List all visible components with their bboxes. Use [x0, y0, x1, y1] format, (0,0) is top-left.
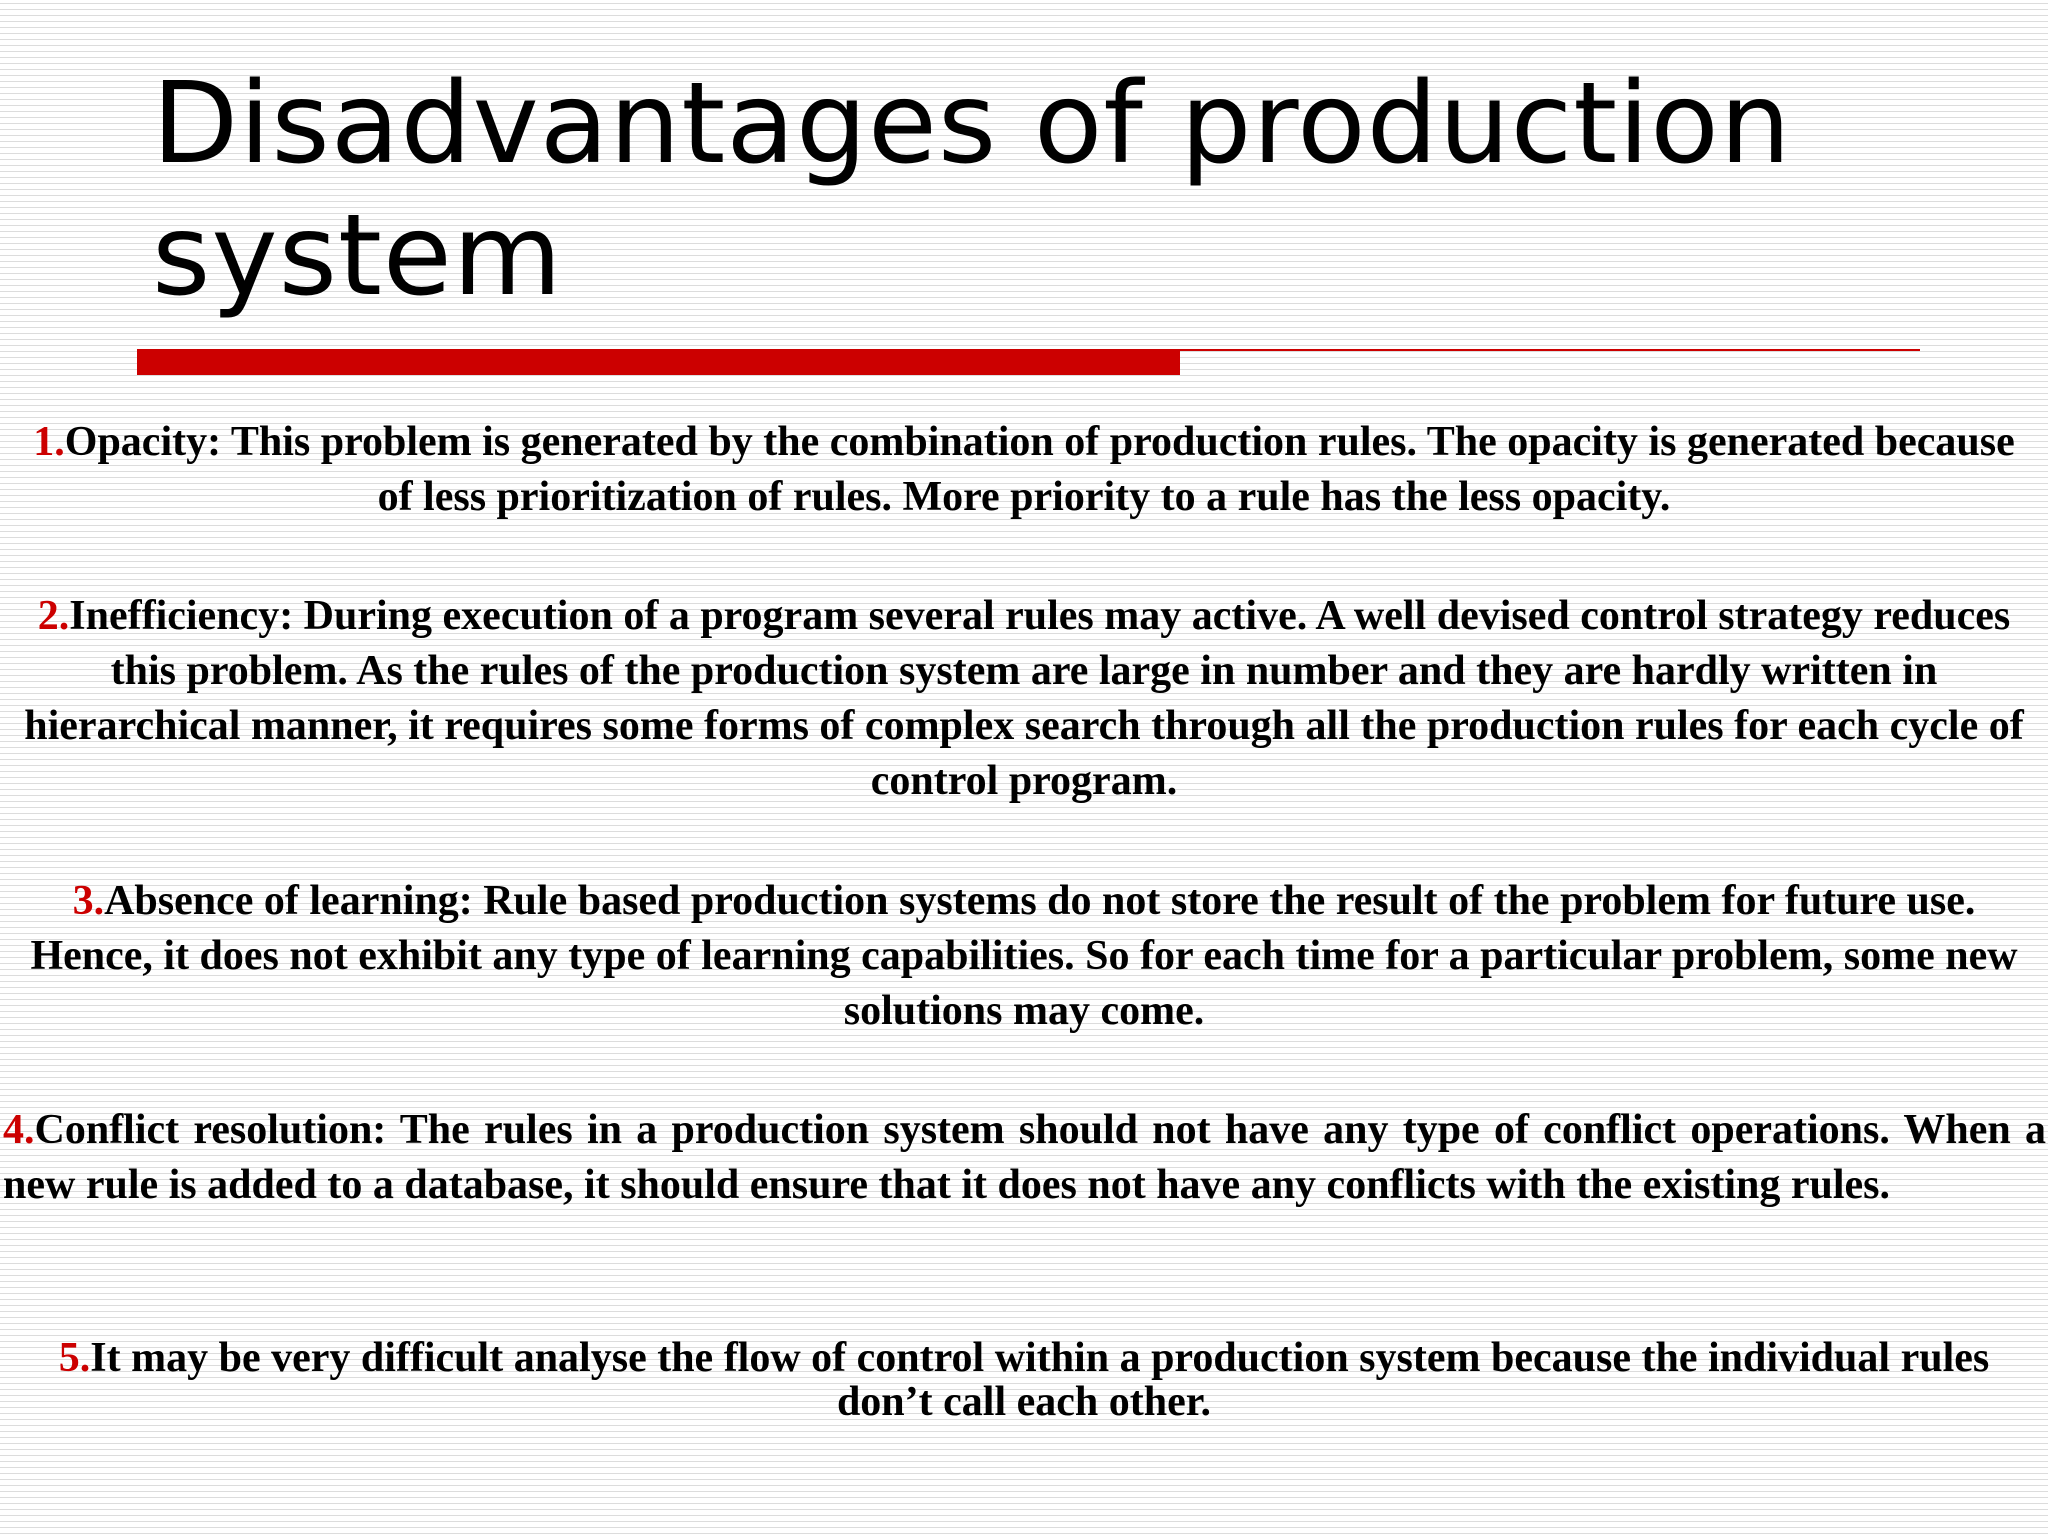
- point-text: Absence of learning: Rule based production systems do not store the result of the problem for future use. Hence, it does not exhibit any type of learning capabilities. So for each time for a particular problem, some new solutions may come.: [30, 878, 2018, 1034]
- title-underline-thin: [1180, 349, 1920, 351]
- point-text: It may be very difficult analyse the flow of control within a production system because the individual rules don’t call each other.: [90, 1335, 1990, 1425]
- point-number: 3.: [72, 878, 105, 924]
- point-text: Inefficiency: During execution of a program several rules may active. A well devised control strategy reduces this problem. As the rules of the production system are large in number and they are hardly written in hierarchical manner, it requires some forms of complex search through all the production rules for each cycle of control program.: [24, 593, 2024, 804]
- point-control-flow: [20, 1336, 2028, 1424]
- title-underline-thick: [137, 349, 1180, 375]
- point-number: 4.: [3, 1107, 35, 1153]
- point-text: Opacity: This problem is generated by the combination of production rules. The opacity is generated because of less prioritization of rules. More priority to a rule has the less opacity.: [64, 419, 2015, 520]
- point-absence-of-learning: [20, 874, 2028, 1039]
- point-number: 2.: [37, 593, 70, 639]
- point-inefficiency: [20, 589, 2028, 809]
- point-text: Conflict resolution: The rules in a production system should not have any type of conflict operations. When a new rule is added to a database, it should ensure that it does not have any conflicts with the existing rules.: [3, 1107, 2046, 1208]
- point-number: 1.: [33, 419, 65, 465]
- slide-title: Disadvantages of production system: [152, 59, 1792, 321]
- point-opacity: [20, 415, 2028, 525]
- point-number: 5.: [58, 1335, 91, 1381]
- point-conflict-resolution: [3, 1103, 2046, 1213]
